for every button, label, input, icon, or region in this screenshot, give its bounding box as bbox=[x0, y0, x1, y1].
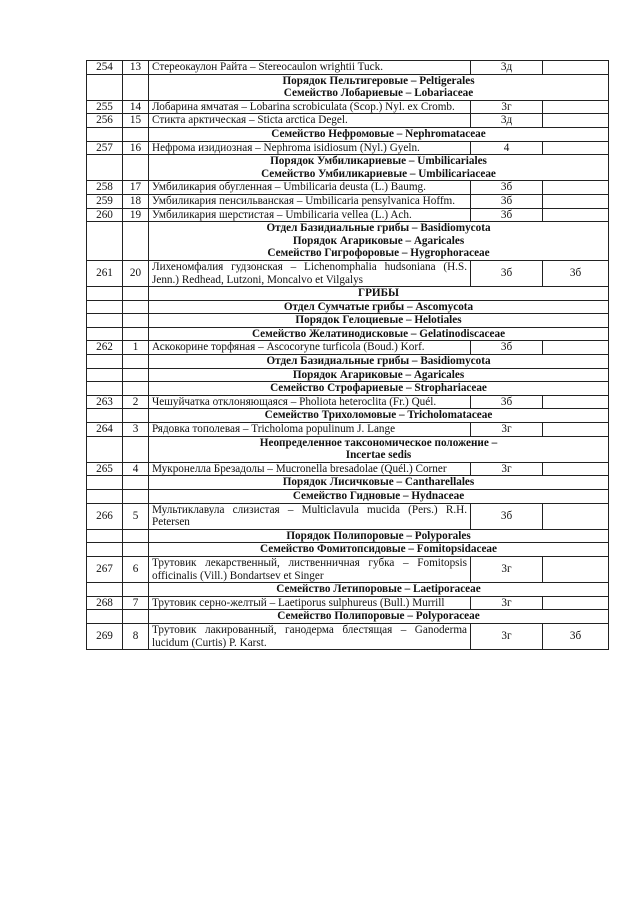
species-name: Стикта арктическая – Sticta arctica Degel. bbox=[149, 114, 471, 128]
status-category: 3г bbox=[471, 423, 543, 437]
taxon-header-cell bbox=[149, 543, 609, 557]
species-row bbox=[87, 623, 609, 649]
taxon-header-row bbox=[87, 314, 609, 328]
taxon-header-line: Порядок Умбиликариевые – Umbilicariales bbox=[270, 155, 487, 168]
group-number: 1 bbox=[123, 341, 149, 355]
row-number: 258 bbox=[87, 181, 123, 195]
species-row bbox=[87, 341, 609, 355]
species-name: Трутовик лакированный, ганодерма блестящая – Ganoderma lucidum (Curtis) P. Karst. bbox=[149, 623, 471, 649]
empty-subnumber-cell bbox=[123, 74, 149, 100]
taxon-header-line: Порядок Агариковые – Agaricales bbox=[292, 368, 465, 381]
taxon-header-row bbox=[87, 287, 609, 301]
group-number: 20 bbox=[123, 260, 149, 286]
empty-subnumber-cell bbox=[123, 355, 149, 369]
taxon-header-cell bbox=[149, 327, 609, 341]
empty-subnumber-cell bbox=[123, 529, 149, 543]
row-number: 266 bbox=[87, 503, 123, 529]
status-category: 3б bbox=[471, 260, 543, 286]
species-name: Аскокорине торфяная – Ascocoryne turficola (Boud.) Korf. bbox=[149, 341, 471, 355]
empty-subnumber-cell bbox=[123, 436, 149, 462]
status-category: 3б bbox=[471, 208, 543, 222]
group-number: 6 bbox=[123, 556, 149, 582]
status-category-secondary bbox=[543, 194, 609, 208]
taxon-header-row bbox=[87, 610, 609, 624]
status-category-secondary bbox=[543, 100, 609, 114]
empty-subnumber-cell bbox=[123, 610, 149, 624]
taxon-header-row bbox=[87, 436, 609, 462]
empty-subnumber-cell bbox=[123, 314, 149, 328]
taxon-header-cell bbox=[149, 610, 609, 624]
taxon-header-line: Семейство Гидновые – Hydnaceae bbox=[292, 490, 465, 502]
empty-number-cell bbox=[87, 543, 123, 557]
empty-number-cell bbox=[87, 476, 123, 490]
taxon-header-cell bbox=[149, 300, 609, 314]
status-category-secondary bbox=[543, 596, 609, 610]
taxon-header-line: Семейство Трихоломовые – Tricholomataceae bbox=[264, 409, 493, 422]
empty-subnumber-cell bbox=[123, 409, 149, 423]
group-number: 19 bbox=[123, 208, 149, 222]
empty-number-cell bbox=[87, 327, 123, 341]
species-row bbox=[87, 260, 609, 286]
taxon-header-cell bbox=[149, 368, 609, 382]
species-row bbox=[87, 141, 609, 155]
status-category: 3б bbox=[471, 194, 543, 208]
taxon-header-row bbox=[87, 222, 609, 261]
taxon-header-line: Семейство Строфариевые – Strophariaceae bbox=[270, 382, 487, 395]
species-name: Стереокаулон Райта – Stereocaulon wrightii Tuck. bbox=[149, 61, 471, 75]
taxon-header-cell bbox=[149, 155, 609, 181]
status-category: 3д bbox=[471, 61, 543, 75]
group-number: 3 bbox=[123, 423, 149, 437]
empty-number-cell bbox=[87, 155, 123, 181]
status-category-secondary bbox=[543, 208, 609, 222]
empty-subnumber-cell bbox=[123, 490, 149, 504]
taxon-header-cell bbox=[149, 355, 609, 369]
row-number: 261 bbox=[87, 260, 123, 286]
species-name: Чешуйчатка отклоняющаяся – Pholiota heteroclita (Fr.) Quél. bbox=[149, 395, 471, 409]
status-category: 3г bbox=[471, 623, 543, 649]
empty-number-cell bbox=[87, 74, 123, 100]
taxon-header-cell bbox=[149, 287, 609, 301]
row-number: 262 bbox=[87, 341, 123, 355]
empty-subnumber-cell bbox=[123, 127, 149, 141]
taxon-header-row bbox=[87, 300, 609, 314]
empty-number-cell bbox=[87, 382, 123, 396]
taxon-header-row bbox=[87, 74, 609, 100]
group-number: 18 bbox=[123, 194, 149, 208]
species-name: Умбиликария шерстистая – Umbilicaria vellea (L.) Ach. bbox=[149, 208, 471, 222]
row-number: 265 bbox=[87, 462, 123, 476]
status-category: 3г bbox=[471, 596, 543, 610]
empty-number-cell bbox=[87, 127, 123, 141]
species-name: Нефрома изидиозная – Nephroma isidiosum (Nyl.) Gyeln. bbox=[149, 141, 471, 155]
taxon-header-line: Семейство Умбиликариевые – Umbilicariaceae bbox=[261, 167, 496, 180]
empty-number-cell bbox=[87, 436, 123, 462]
species-row bbox=[87, 503, 609, 529]
empty-subnumber-cell bbox=[123, 155, 149, 181]
group-number: 5 bbox=[123, 503, 149, 529]
species-row bbox=[87, 114, 609, 128]
taxon-header-cell bbox=[149, 529, 609, 543]
status-category-secondary bbox=[543, 556, 609, 582]
status-category: 4 bbox=[471, 141, 543, 155]
row-number: 259 bbox=[87, 194, 123, 208]
taxon-header-line: Семейство Фомитопсидовые – Fomitopsidaceae bbox=[260, 543, 497, 556]
status-category: 3б bbox=[471, 503, 543, 529]
species-name: Трутовик серно-желтый – Laetiporus sulphureus (Bull.) Murrill bbox=[149, 596, 471, 610]
row-number: 263 bbox=[87, 395, 123, 409]
status-category: 3б bbox=[471, 181, 543, 195]
taxon-header-line: Порядок Лисичковые – Cantharellales bbox=[282, 476, 475, 489]
species-row bbox=[87, 423, 609, 437]
taxon-header-row bbox=[87, 382, 609, 396]
status-category: 3д bbox=[471, 114, 543, 128]
status-category-secondary: 3б bbox=[543, 260, 609, 286]
empty-number-cell bbox=[87, 490, 123, 504]
taxon-header-row bbox=[87, 127, 609, 141]
taxon-header-cell bbox=[149, 409, 609, 423]
species-name: Лобарина ямчатая – Lobarina scrobiculata (Scop.) Nyl. ex Cromb. bbox=[149, 100, 471, 114]
species-name: Умбиликария обугленная – Umbilicaria deusta (L.) Baumg. bbox=[149, 181, 471, 195]
taxon-header-line: Порядок Агариковые – Agaricales bbox=[292, 234, 465, 247]
status-category-secondary bbox=[543, 141, 609, 155]
empty-number-cell bbox=[87, 529, 123, 543]
taxon-header-line: Семейство Гигрофоровые – Hygrophoraceae bbox=[267, 247, 490, 260]
status-category: 3г bbox=[471, 100, 543, 114]
species-row bbox=[87, 596, 609, 610]
row-number: 264 bbox=[87, 423, 123, 437]
status-category-secondary bbox=[543, 462, 609, 476]
species-name: Лихеномфалия гудзонская – Lichenomphalia hudsoniana (H.S. Jenn.) Redhead, Lutzoni, Moncalvo et Vilgalys bbox=[149, 260, 471, 286]
species-row bbox=[87, 100, 609, 114]
taxon-header-row bbox=[87, 529, 609, 543]
empty-subnumber-cell bbox=[123, 583, 149, 597]
empty-subnumber-cell bbox=[123, 543, 149, 557]
taxon-header-row bbox=[87, 155, 609, 181]
row-number: 254 bbox=[87, 61, 123, 75]
species-row bbox=[87, 395, 609, 409]
status-category-secondary bbox=[543, 503, 609, 529]
taxon-header-line: Неопределенное таксономическое положение – bbox=[259, 436, 498, 449]
taxon-header-line: Incertae sedis bbox=[345, 449, 412, 462]
taxon-header-cell bbox=[149, 490, 609, 504]
status-category: 3б bbox=[471, 341, 543, 355]
taxon-header-cell bbox=[149, 436, 609, 462]
taxon-header-cell bbox=[149, 222, 609, 261]
group-number: 16 bbox=[123, 141, 149, 155]
empty-number-cell bbox=[87, 610, 123, 624]
empty-number-cell bbox=[87, 314, 123, 328]
status-category: 3б bbox=[471, 395, 543, 409]
empty-subnumber-cell bbox=[123, 300, 149, 314]
row-number: 268 bbox=[87, 596, 123, 610]
taxon-header-line: Семейство Полипоровые – Polyporaceae bbox=[277, 610, 480, 623]
taxon-header-row bbox=[87, 409, 609, 423]
taxon-header-cell bbox=[149, 127, 609, 141]
group-number: 2 bbox=[123, 395, 149, 409]
status-category: 3г bbox=[471, 556, 543, 582]
empty-subnumber-cell bbox=[123, 327, 149, 341]
group-number: 14 bbox=[123, 100, 149, 114]
empty-number-cell bbox=[87, 300, 123, 314]
species-name: Мукронелла Брезадолы – Mucronella bresadolae (Quél.) Corner bbox=[149, 462, 471, 476]
species-name: Трутовик лекарственный, лиственничная губка – Fomitopsis officinalis (Vill.) Bondartsev et Singer bbox=[149, 556, 471, 582]
empty-subnumber-cell bbox=[123, 222, 149, 261]
status-category-secondary bbox=[543, 341, 609, 355]
species-row bbox=[87, 61, 609, 75]
species-row bbox=[87, 194, 609, 208]
taxon-header-row bbox=[87, 490, 609, 504]
taxon-header-cell bbox=[149, 74, 609, 100]
taxon-header-row bbox=[87, 583, 609, 597]
empty-subnumber-cell bbox=[123, 287, 149, 301]
species-row bbox=[87, 462, 609, 476]
taxon-header-row bbox=[87, 543, 609, 557]
species-row bbox=[87, 181, 609, 195]
group-number: 17 bbox=[123, 181, 149, 195]
status-category-secondary bbox=[543, 395, 609, 409]
status-category-secondary: 3б bbox=[543, 623, 609, 649]
species-name: Мультиклавула слизистая – Multiclavula mucida (Pers.) R.H. Petersen bbox=[149, 503, 471, 529]
species-row bbox=[87, 208, 609, 222]
empty-number-cell bbox=[87, 355, 123, 369]
taxon-header-line: Семейство Нефромовые – Nephromataceae bbox=[271, 127, 486, 140]
empty-number-cell bbox=[87, 368, 123, 382]
group-number: 7 bbox=[123, 596, 149, 610]
group-number: 15 bbox=[123, 114, 149, 128]
empty-subnumber-cell bbox=[123, 368, 149, 382]
taxon-header-cell bbox=[149, 476, 609, 490]
taxon-header-row bbox=[87, 327, 609, 341]
taxon-header-line: Семейство Летипоровые – Laetiporaceae bbox=[276, 583, 481, 596]
row-number: 267 bbox=[87, 556, 123, 582]
group-number: 13 bbox=[123, 61, 149, 75]
taxon-header-cell bbox=[149, 382, 609, 396]
taxon-header-line: Порядок Полипоровые – Polyporales bbox=[286, 529, 471, 542]
status-category-secondary bbox=[543, 61, 609, 75]
taxon-header-row bbox=[87, 368, 609, 382]
taxon-header-row bbox=[87, 476, 609, 490]
taxon-header-line: Семейство Желатинодисковые – Gelatinodiscaceae bbox=[251, 327, 506, 340]
empty-number-cell bbox=[87, 222, 123, 261]
row-number: 255 bbox=[87, 100, 123, 114]
taxon-header-cell bbox=[149, 583, 609, 597]
species-name: Рядовка тополевая – Tricholoma populinum J. Lange bbox=[149, 423, 471, 437]
taxon-header-line: Порядок Гелоциевые – Helotiales bbox=[295, 314, 462, 327]
row-number: 257 bbox=[87, 141, 123, 155]
species-table-body bbox=[87, 61, 609, 650]
species-table bbox=[86, 60, 609, 650]
status-category-secondary bbox=[543, 114, 609, 128]
taxon-header-row bbox=[87, 355, 609, 369]
taxon-header-line: Отдел Сумчатые грибы – Ascomycota bbox=[283, 300, 474, 313]
status-category-secondary bbox=[543, 181, 609, 195]
taxon-header-line: Отдел Базидиальные грибы – Basidiomycota bbox=[266, 355, 491, 368]
row-number: 260 bbox=[87, 208, 123, 222]
empty-number-cell bbox=[87, 583, 123, 597]
row-number: 256 bbox=[87, 114, 123, 128]
status-category-secondary bbox=[543, 423, 609, 437]
taxon-header-line: Семейство Лобариевые – Lobariaceae bbox=[283, 87, 474, 100]
group-number: 8 bbox=[123, 623, 149, 649]
taxon-header-line: ГРИБЫ bbox=[357, 287, 400, 300]
taxon-header-line: Порядок Пельтигеровые – Peltigerales bbox=[282, 74, 475, 87]
species-row bbox=[87, 556, 609, 582]
status-category: 3г bbox=[471, 462, 543, 476]
empty-number-cell bbox=[87, 409, 123, 423]
group-number: 4 bbox=[123, 462, 149, 476]
empty-number-cell bbox=[87, 287, 123, 301]
row-number: 269 bbox=[87, 623, 123, 649]
taxon-header-cell bbox=[149, 314, 609, 328]
empty-subnumber-cell bbox=[123, 382, 149, 396]
empty-subnumber-cell bbox=[123, 476, 149, 490]
taxon-header-line: Отдел Базидиальные грибы – Basidiomycota bbox=[266, 222, 491, 235]
species-name: Умбиликария пенсильванская – Umbilicaria pensylvanica Hoffm. bbox=[149, 194, 471, 208]
